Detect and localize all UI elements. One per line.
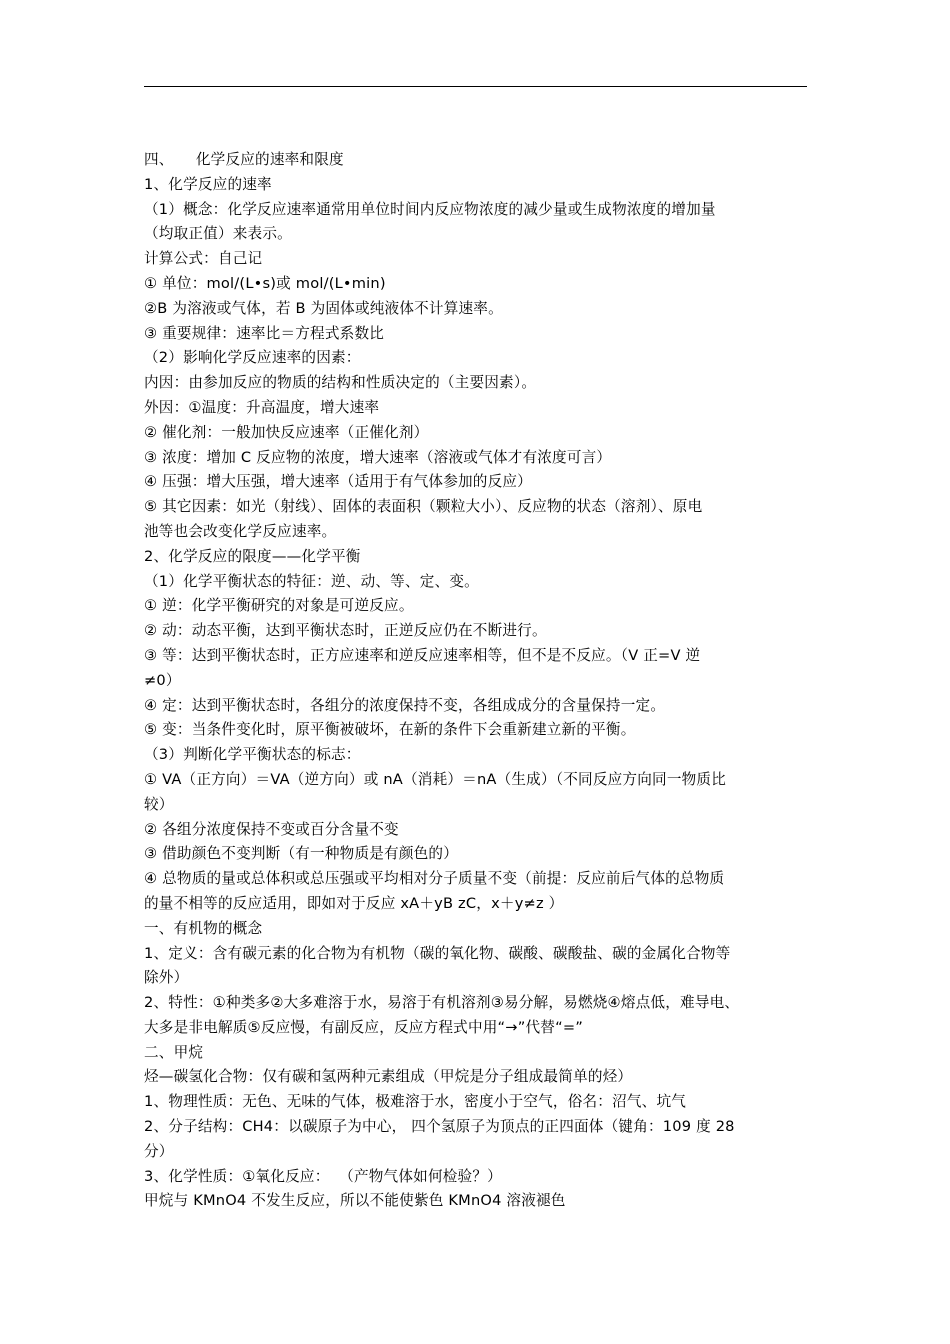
text-line: ⑤ 变：当条件变化时，原平衡被破坏，在新的条件下会重新建立新的平衡。: [144, 721, 636, 739]
text-line: 2、特性：①种类多②大多难溶于水，易溶于有机溶剂③易分解，易燃烧④熔点低，难导电、: [144, 994, 740, 1012]
text-line: ④ 压强：增大压强，增大速率（适用于有气体参加的反应）: [144, 473, 532, 491]
text-line: ③ 借助颜色不变判断（有一种物质是有颜色的）: [144, 845, 458, 863]
text-line: 甲烷与 KMnO4 不发生反应，所以不能使紫色 KMnO4 溶液褪色: [144, 1192, 566, 1210]
text-line: ④ 总物质的量或总体积或总压强或平均相对分子质量不变（前提：反应前后气体的总物质: [144, 870, 725, 888]
text-line: 四、 化学反应的速率和限度: [144, 151, 344, 168]
header-rule: [144, 86, 807, 87]
text-line: 分）: [144, 1142, 174, 1160]
text-line: （3）判断化学平衡状态的标志：: [144, 746, 361, 764]
text-line: ① VA（正方向）＝VA（逆方向）或 nA（消耗）＝nA（生成）（不同反应方向同一物质比: [144, 770, 726, 788]
text-line: （均取正值）来表示。: [144, 225, 292, 243]
text-line: 烃—碳氢化合物：仅有碳和氢两种元素组成（甲烷是分子组成最简单的烃）: [144, 1068, 633, 1086]
text-line: ② 各组分浓度保持不变或百分含量不变: [144, 820, 399, 838]
text-line: （1）概念：化学反应速率通常用单位时间内反应物浓度的减少量或生成物浓度的增加量: [144, 200, 716, 218]
text-line: 2、化学反应的限度——化学平衡: [144, 547, 361, 565]
text-line: 3、化学性质：①氧化反应： （产物气体如何检验？）: [144, 1167, 502, 1185]
text-line: ① 单位：mol/(L•s)或 mol/(L•min): [144, 274, 386, 292]
text-line: （2）影响化学反应速率的因素：: [144, 349, 361, 367]
text-line: ②B 为溶液或气体，若 B 为固体或纯液体不计算速率。: [144, 299, 503, 317]
text-line: 除外）: [144, 969, 189, 987]
text-line: ③ 浓度：增加 C 反应物的浓度，增大速率（溶液或气体才有浓度可言）: [144, 448, 612, 466]
text-line: 计算公式：自己记: [144, 250, 263, 268]
text-line: ② 动：动态平衡，达到平衡状态时，正逆反应仍在不断进行。: [144, 622, 547, 640]
text-line: 二、甲烷: [144, 1043, 204, 1061]
text-line: 大多是非电解质⑤反应慢，有副反应，反应方程式中用“→”代替“=”: [144, 1018, 584, 1036]
text-line: （1）化学平衡状态的特征：逆、动、等、定、变。: [144, 572, 479, 590]
text-line: ③ 等：达到平衡状态时，正方应速率和逆反应速率相等，但不是不反应。（V 正=V 逆: [144, 646, 701, 664]
text-line: 2、分子结构：CH4：以碳原子为中心， 四个氢原子为顶点的正四面体（键角：109 度 28: [144, 1118, 735, 1136]
text-line: ⑤ 其它因素：如光（射线）、固体的表面积（颗粒大小）、反应物的状态（溶剂）、原电: [144, 498, 703, 516]
text-line: 较）: [144, 795, 174, 813]
text-line: 1、化学反应的速率: [144, 175, 272, 193]
text-line: 外因：①温度：升高温度，增大速率: [144, 398, 380, 416]
text-line: 1、定义：含有碳元素的化合物为有机物（碳的氧化物、碳酸、碳酸盐、碳的金属化合物等: [144, 944, 731, 962]
text-line: ① 逆：化学平衡研究的对象是可逆反应。: [144, 597, 414, 615]
text-line: 的量不相等的反应适用，即如对于反应 xA＋yB zC，x＋y≠z ）: [144, 894, 564, 912]
text-line: ④ 定：达到平衡状态时，各组分的浓度保持不变，各组成成分的含量保持一定。: [144, 696, 666, 714]
text-line: 1、物理性质：无色、无味的气体，极难溶于水，密度小于空气，俗名：沼气、坑气: [144, 1093, 687, 1111]
text-line: 池等也会改变化学反应速率。: [144, 522, 337, 540]
text-line: 一、有机物的概念: [144, 919, 263, 937]
text-line: ③ 重要规律：速率比＝方程式系数比: [144, 324, 385, 342]
text-line: ② 催化剂：一般加快反应速率（正催化剂）: [144, 423, 429, 441]
text-line: 内因：由参加反应的物质的结构和性质决定的（主要因素）。: [144, 374, 537, 392]
document-body: [144, 148, 812, 1214]
text-line: ≠0）: [144, 671, 181, 689]
